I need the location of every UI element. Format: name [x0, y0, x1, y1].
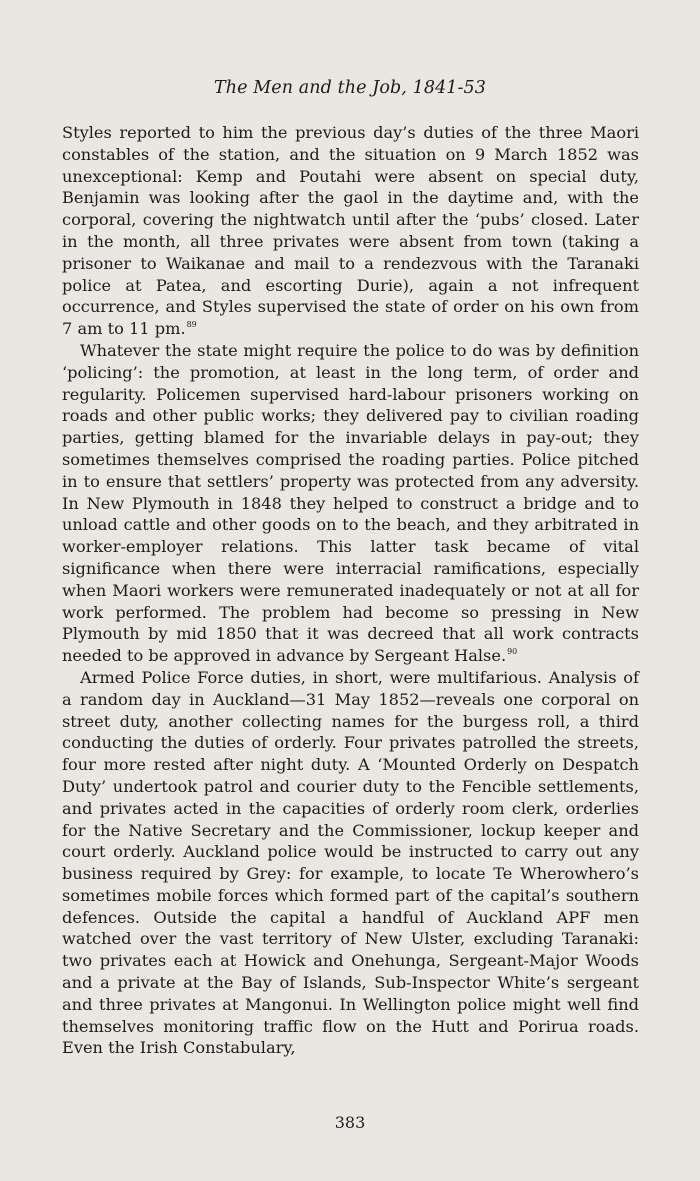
- paragraph-2: [62, 340, 639, 667]
- paragraph-1: [62, 122, 639, 340]
- running-head: The Men and the Job, 1841-53: [213, 78, 487, 98]
- paragraph-text: Styles reported to him the previous day’s duties of the three Maori constables of the station, and the situation on 9 March 1852 was unexceptional: Kemp and Poutahi were absent on special duty, Benjamin was looking after the gaol in the daytime and, with the corporal, covering the nightwatch until after the ‘pubs’ closed. Later in the month, all three privates were absent from town (taking a prisoner to Waikanae and mail to a rendezvous with the Taranaki police at Patea, and escorting Durie), again a not infrequent occurrence, and Styles supervised the state of order on his own from 7 am to 11 pm.: [62, 123, 639, 339]
- footnote-ref-90[interactable]: 90: [507, 647, 518, 657]
- page-number: 383: [334, 1113, 366, 1132]
- footnote-ref-89[interactable]: 89: [186, 320, 197, 330]
- paragraph-text: Whatever the state might require the police to do was by definition ‘policing’: the promotion, at least in the long term, of order and regularity. Policemen supervised hard-labour prisoners working on roads and other public works; they delivered pay to civilian roading parties, getting blamed for the invariable delays in pay-out; they sometimes themselves comprised the roading parties. Police pitched in to ensure that settlers’ property was protected from any adversity. In New Plymouth in 1848 they helped to construct a bridge and to unload cattle and other goods on to the beach, and they arbitrated in worker-employer relations. This latter task became of vital significance when there were interracial ramifications, especially when Maori workers were remunerated inadequately or not at all for work performed. The problem had become so pressing in New Plymouth by mid 1850 that it was decreed that all work contracts needed to be approved in advance by Sergeant Halse.: [62, 340, 639, 666]
- body-text: [62, 122, 639, 1059]
- paragraph-text: Armed Police Force duties, in short, were multifarious. Analysis of a random day in Auckland—31 May 1852—reveals one corporal on street duty, another collecting names for the burgess roll, a third conducting the duties of orderly. Four privates patrolled the streets, four more rested after night duty. A ‘Mounted Orderly on Despatch Duty’ undertook patrol and courier duty to the Fencible settlements, and privates acted in the capacities of orderly room clerk, orderlies for the Native Secretary and the Commissioner, lockup keeper and court orderly. Auckland police would be instructed to carry out any business required by Grey: for example, to locate Te Wherowhero’s sometimes mobile forces which formed part of the capital’s southern defences. Outside the capital a handful of Auckland APF men watched over the vast territory of New Ulster, excluding Taranaki: two privates each at Howick and Onehunga, Sergeant-Major Woods and a private at the Bay of Islands, Sub-Inspector White’s sergeant and three privates at Mangonui. In Wellington police might well find themselves monitoring traffic flow on the Hutt and Porirua roads. Even the Irish Constabulary,: [62, 667, 639, 1058]
- paragraph-3: [62, 667, 639, 1059]
